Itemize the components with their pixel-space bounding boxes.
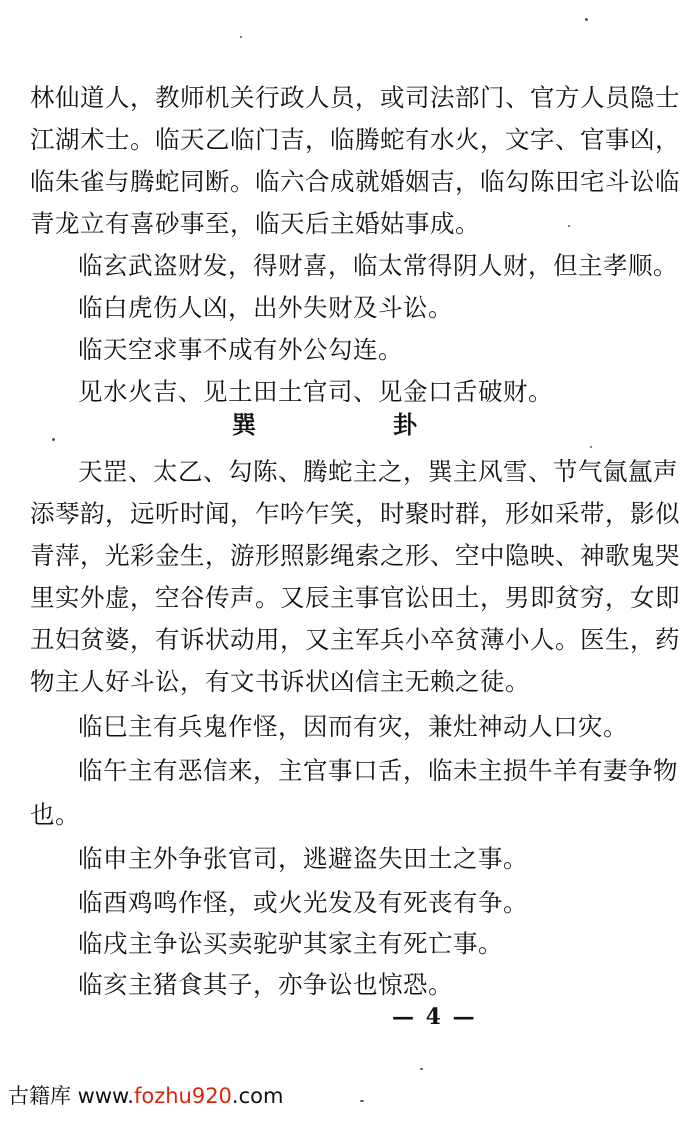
body-text-line: 里实外虚，空谷传声。又辰主事官讼田土，男即贫穷，女即 (30, 583, 680, 612)
scan-speck (585, 18, 588, 21)
body-text-line: 林仙道人，教师机关行政人员，或司法部门、官方人员隐士 (30, 83, 680, 112)
body-text-line: 临申主外争张官司，逃避盗失田土之事。 (78, 844, 528, 873)
body-text-line: 丑妇贫婆，有诉状动用，又主军兵小卒贫薄小人。医生，药 (30, 625, 680, 654)
body-text-line: 临酉鸡鸣作怪，或火光发及有死丧有争。 (78, 888, 528, 917)
body-text-line: 临天空求事不成有外公勾连。 (78, 335, 403, 364)
section-heading-left: 巽 (232, 410, 256, 439)
watermark-site-name: 古籍库 www. (8, 1084, 134, 1108)
scan-speck (360, 1100, 364, 1102)
body-text-line: 临朱雀与腾蛇同断。临六合成就婚姻吉，临勾陈田宅斗讼临 (30, 167, 680, 196)
body-text-line: 添琴韵，远听时闻，乍吟乍笑，时聚时群，形如采带，影似 (30, 499, 680, 528)
body-text-line: 青萍，光彩金生，游形照影绳索之形、空中隐映、神歌鬼哭 (30, 541, 680, 570)
site-watermark (8, 1082, 283, 1110)
watermark-accent: fozhu920 (133, 1084, 232, 1108)
scan-speck (52, 438, 55, 441)
scan-speck (420, 1068, 423, 1070)
body-text-line: 青龙立有喜砂事至，临天后主婚姑事成。 (30, 209, 480, 238)
scan-speck (240, 36, 242, 38)
body-text-line: 江湖术士。临天乙临门吉，临腾蛇有水火，文字、官事凶， (30, 125, 680, 154)
page-number: — 4 — (392, 1004, 477, 1030)
body-text-line: 临白虎伤人凶，出外失财及斗讼。 (78, 293, 453, 322)
body-text-line: 也。 (30, 800, 80, 829)
section-heading-right: 卦 (393, 410, 417, 439)
body-text-line: 天罡、太乙、勾陈、腾蛇主之，巽主风雪、节气氤氲声 (78, 457, 678, 486)
body-text-line: 临巳主有兵鬼作怪，因而有灾，兼灶神动人口灾。 (78, 712, 628, 741)
scan-speck (568, 225, 570, 227)
watermark-suffix: .com (231, 1084, 284, 1108)
body-text-line: 临玄武盗财发，得财喜，临太常得阴人财，但主孝顺。 (78, 251, 678, 280)
body-text-line: 见水火吉、见土田土官司、见金口舌破财。 (78, 377, 553, 406)
body-text-line: 临午主有恶信来，主官事口舌，临未主损牛羊有妻争物 (78, 756, 678, 785)
body-text-line: 物主人好斗讼，有文书诉状凶信主无赖之徒。 (30, 667, 530, 696)
body-text-line: 临戌主争讼买卖驼驴其家主有死亡事。 (78, 929, 503, 958)
body-text-line: 临亥主猪食其子，亦争讼也惊恐。 (78, 970, 453, 999)
scan-speck (590, 446, 592, 448)
